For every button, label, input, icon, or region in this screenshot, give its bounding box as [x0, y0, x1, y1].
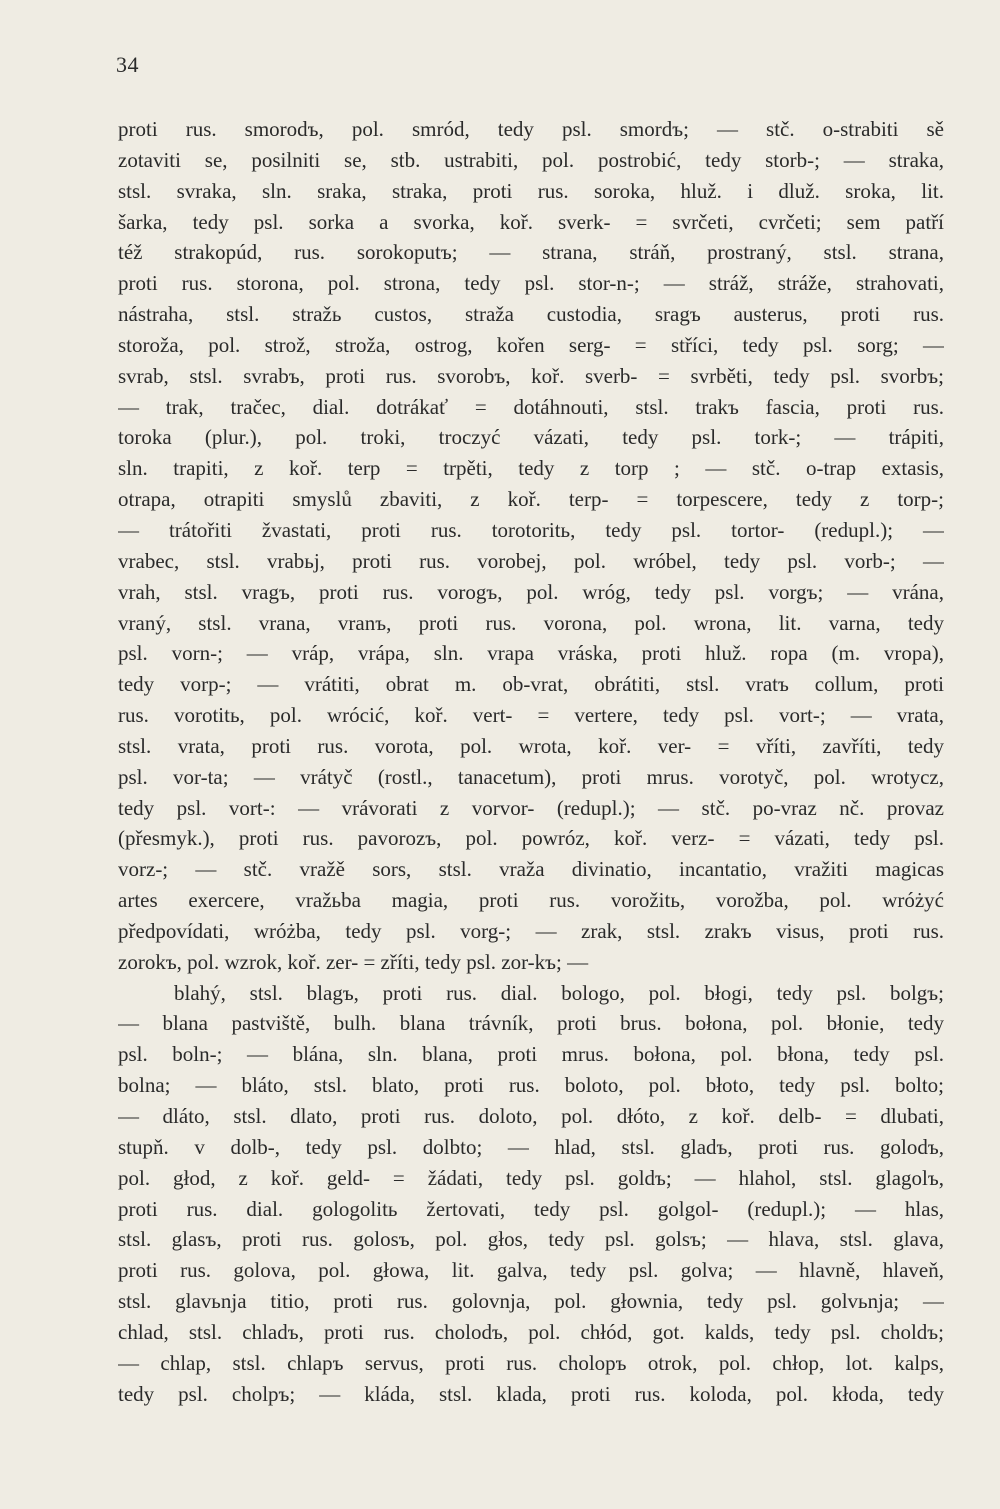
- text-line: zorokъ, pol. wzrok, koř. zer- = zříti, tedy psl. zor-kъ; —: [118, 949, 589, 974]
- text-line: otrapa, otrapiti smyslů zbaviti, z koř. terp- = torpescere, tedy z torp-;: [118, 487, 944, 512]
- text-line: tedy psl. vort-: — vrávorati z vorvor- (redupl.); — stč. po-vraz nč. provaz: [118, 795, 944, 820]
- text-line: proti rus. golova, pol. głowa, lit. galva, tedy psl. golva; — hlavně, hlaveň,: [118, 1258, 944, 1283]
- text-line: sln. trapiti, z koř. terp = trpěti, tedy z torp ; — stč. o-trap extasis,: [118, 456, 944, 481]
- text-line: zotaviti se, posilniti se, stb. ustrabiti, pol. postrobić, tedy storb-; — straka,: [118, 147, 944, 172]
- text-line: toroka (plur.), pol. troki, troczyć vázati, tedy psl. tork-; — trápiti,: [118, 425, 944, 450]
- text-line: tedy psl. cholpъ; — kláda, stsl. klada, proti rus. koloda, pol. kłoda, tedy: [118, 1381, 944, 1406]
- text-line: blahý, stsl. blagъ, proti rus. dial. bologo, pol. błogi, tedy psl. bolgъ;: [174, 980, 944, 1005]
- text-line: vrabec, stsl. vrabьj, proti rus. vorobej, pol. wróbel, tedy psl. vorb-; —: [118, 548, 944, 573]
- text-line: tedy vorp-; — vrátiti, obrat m. ob-vrat, obrátiti, stsl. vratъ collum, proti: [118, 672, 944, 697]
- text-line: proti rus. smorodъ, pol. smród, tedy psl. smordъ; — stč. o-strabiti sě: [118, 117, 944, 141]
- page-number: 34: [116, 52, 139, 77]
- text-line: chlad, stsl. chladъ, proti rus. cholodъ, pol. chłód, got. kalds, tedy psl. choldъ;: [118, 1319, 944, 1344]
- text-line: proti rus. storona, pol. strona, tedy psl. stor-n-; — stráž, stráže, strahovati,: [118, 271, 944, 296]
- text-line: vorz-; — stč. vražě sors, stsl. vraža divinatio, incantatio, vražiti magicas: [118, 857, 944, 882]
- text-line: psl. boln-; — blána, sln. blana, proti mrus. bołona, pol. błona, tedy psl.: [118, 1042, 944, 1067]
- text-line: — blana pastviště, bulh. blana trávník, proti brus. bołona, pol. błonie, tedy: [118, 1011, 944, 1036]
- body-text: [118, 114, 944, 1409]
- text-line: stsl. vrata, proti rus. vorota, pol. wrota, koř. ver- = vříti, zavříti, tedy: [118, 733, 944, 758]
- text-line: svrab, stsl. svrabъ, proti rus. svorobъ, koř. sverb- = svrběti, tedy psl. svorbъ;: [118, 363, 944, 388]
- text-line: též strakopúd, rus. sorokoputъ; — strana, stráň, prostraný, stsl. strana,: [118, 240, 944, 265]
- text-line: artes exercere, vražьba magia, proti rus. vorožitь, vorožba, pol. wróżyć: [118, 888, 944, 913]
- text-line: stupň. v dolb-, tedy psl. dolbto; — hlad, stsl. gladъ, proti rus. golodъ,: [118, 1134, 944, 1159]
- text-line: pol. głod, z koř. geld- = žádati, tedy psl. goldъ; — hlahol, stsl. glagolъ,: [118, 1165, 944, 1190]
- text-line: bolna; — bláto, stsl. blato, proti rus. boloto, pol. błoto, tedy psl. bolto;: [118, 1073, 944, 1098]
- text-line: — trátořiti žvastati, proti rus. torotoritь, tedy psl. tortor- (redupl.); —: [118, 517, 944, 542]
- text-line: — dláto, stsl. dlato, proti rus. doloto, pol. dłóto, z koř. delb- = dlubati,: [118, 1104, 944, 1128]
- text-line: rus. vorotitь, pol. wrócić, koř. vert- = vertere, tedy psl. vort-; — vrata,: [118, 703, 944, 728]
- text-line: stsl. glasъ, proti rus. golosъ, pol. głos, tedy psl. golsъ; — hlava, stsl. glava,: [118, 1227, 944, 1252]
- text-line: — trak, tračec, dial. dotrákať = dotáhnouti, stsl. trakъ fascia, proti rus.: [118, 394, 944, 419]
- text-line: vraný, stsl. vrana, vranъ, proti rus. vorona, pol. wrona, lit. varna, tedy: [118, 610, 944, 635]
- text-line: stsl. svraka, sln. sraka, straka, proti rus. soroka, hluž. i dluž. sroka, lit.: [118, 178, 944, 203]
- text-line: předpovídati, wróżba, tedy psl. vorg-; — zrak, stsl. zrakъ visus, proti rus.: [118, 918, 944, 943]
- text-line: storoža, pol. strož, stroža, ostrog, kořen serg- = stříci, tedy psl. sorg; —: [118, 332, 944, 357]
- text-line: vrah, stsl. vragъ, proti rus. vorogъ, pol. wróg, tedy psl. vorgъ; — vrána,: [118, 579, 944, 604]
- text-line: — chlap, stsl. chlapъ servus, proti rus. cholopъ otrok, pol. chłop, lot. kalps,: [118, 1350, 944, 1375]
- text-line: nástraha, stsl. stražь custos, straža custodia, sragъ austerus, proti rus.: [118, 302, 944, 327]
- text-line: stsl. glavьnja titio, proti rus. golovnja, pol. głownia, tedy psl. golvьnja; —: [118, 1289, 944, 1314]
- text-line: proti rus. dial. gologolitь žertovati, tedy psl. golgol- (redupl.); — hlas,: [118, 1196, 944, 1221]
- text-line: šarka, tedy psl. sorka a svorka, koř. sverk- = svrčeti, cvrčeti; sem patří: [118, 209, 944, 234]
- text-line: psl. vor-ta; — vrátyč (rostl., tanacetum), proti mrus. vorotyč, pol. wrotycz,: [118, 764, 944, 789]
- text-line: (přesmyk.), proti rus. pavorozъ, pol. powróz, koř. verz- = vázati, tedy psl.: [118, 826, 944, 851]
- text-line: psl. vorn-; — vráp, vrápa, sln. vrapa vráska, proti hluž. ropa (m. vropa),: [118, 641, 944, 666]
